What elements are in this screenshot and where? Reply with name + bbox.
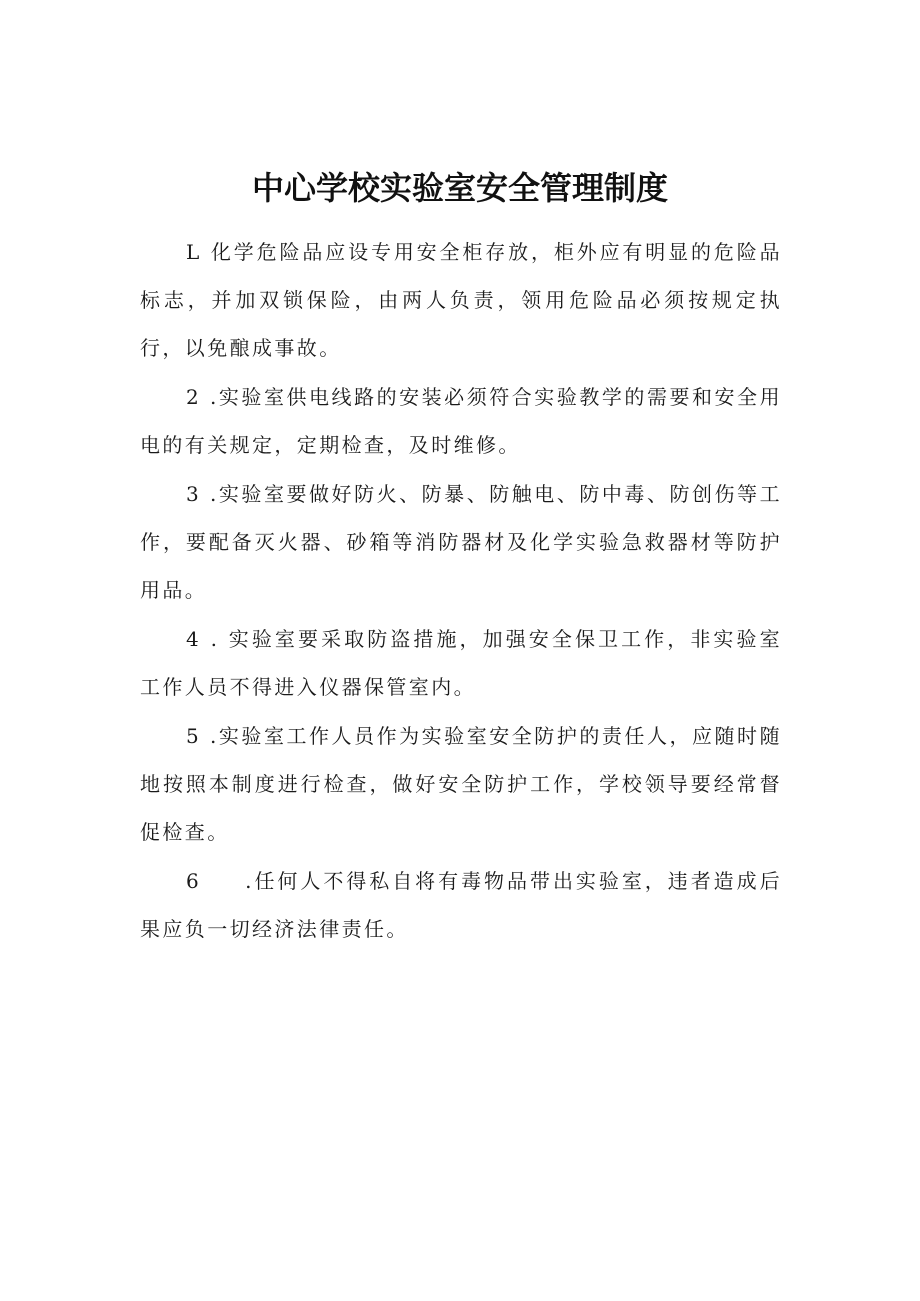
paragraph-text: .实验室工作人员作为实验室安全防护的责任人，应随时随地按照本制度进行检查，做好安全防护工作，学校领导要经常督促检查。 — [140, 724, 782, 844]
paragraph-3 — [140, 470, 782, 614]
paragraph-number: 6 — [186, 869, 202, 893]
paragraph-5 — [140, 712, 782, 856]
paragraph-6 — [140, 857, 782, 953]
paragraph-text: .任何人不得私自将有毒物品带出实验室，违者造成后果应负一切经济法律责任。 — [140, 869, 782, 941]
paragraph-text: . 实验室要采取防盗措施，加强安全保卫工作，非实验室工作人员不得进入仪器保管室内。 — [140, 627, 782, 699]
document-body — [140, 228, 782, 953]
paragraph-2 — [140, 373, 782, 469]
paragraph-text: .实验室要做好防火、防暴、防触电、防中毒、防创伤等工作，要配备灭火器、砂箱等消防器材及化学实验急救器材等防护用品。 — [140, 482, 782, 602]
paragraph-number: L — [186, 240, 202, 264]
paragraph-number: 3 — [186, 482, 202, 506]
paragraph-number: 4 — [186, 627, 202, 651]
document-title: 中心学校实验室安全管理制度 — [251, 169, 668, 208]
paragraph-number: 2 — [186, 385, 202, 409]
paragraph-text: 化学危险品应设专用安全柜存放，柜外应有明显的危险品标志，并加双锁保险，由两人负责，领用危险品必须按规定执行，以免酿成事故。 — [140, 240, 783, 360]
paragraph-number: 5 — [186, 724, 202, 748]
paragraph-1 — [140, 228, 782, 372]
paragraph-4 — [140, 615, 782, 711]
paragraph-text: .实验室供电线路的安装必须符合实验教学的需要和安全用电的有关规定，定期检查，及时维修。 — [140, 385, 782, 457]
